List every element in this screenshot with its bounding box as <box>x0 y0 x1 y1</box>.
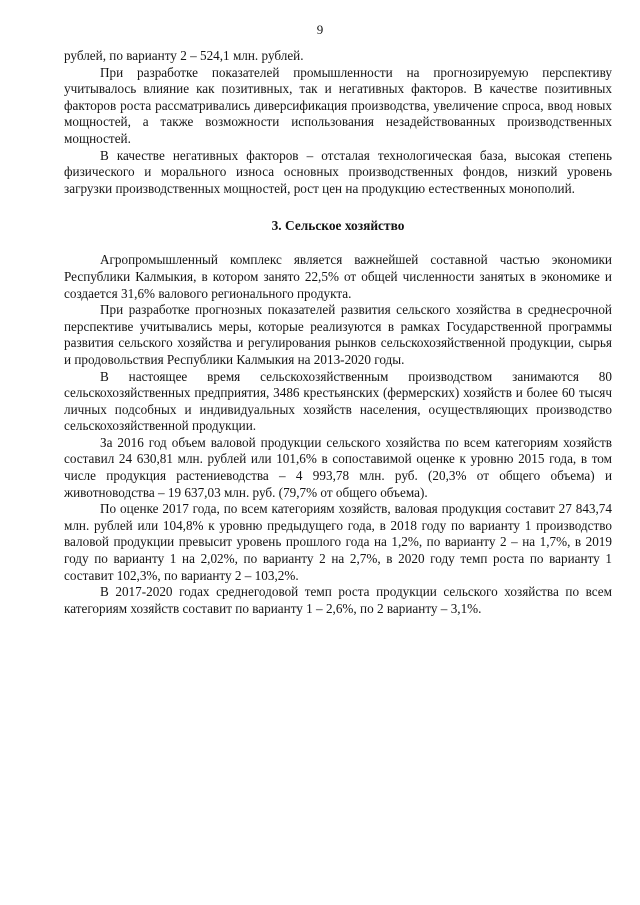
paragraph-industry-factors: При разработке показателей промышленности на прогнозируемую перспективу учитывалось влияние как позитивных, так и негативных факторов. В качестве позитивных факторов роста рассматривались диверсификация производства, увеличение спроса, ввод новых мощностей, а также возможности использования незадействованных производственных мощностей. <box>64 64 612 146</box>
paragraph-forecast-measures: При разработке прогнозных показателей развития сельского хозяйства в среднесрочной перспективе учитывались меры, которые реализуются в рамках Государственной программы развития сельского хозяйства и регулирования рынков сельскохозяйственной продукции, сырья и продовольствия Республики Калмыкия на 2013-2020 годы. <box>64 302 612 367</box>
paragraph-2017-estimate: По оценке 2017 года, по всем категориям хозяйств, валовая продукция составит 27 843,74 млн. рублей или 104,8% к уровню предыдущего года, в 2018 году по варианту 1 производство валовой продукции превысит уровень прошлого года на 1,2%, по варианту 2 – на 1,7%, в 2019 году по варианту 1 на 2,02%, по варианту 2 на 2,7%, в 2020 году темп роста по варианту 1 составит 102,3%, по варианту 2 – 103,2%. <box>64 501 612 583</box>
paragraph-2016-output: За 2016 год объем валовой продукции сельского хозяйства по всем категориям хозяйств составил 24 630,81 млн. рублей или 101,6% в сопоставимой оценке к уровню 2015 года, в том числе продукция растениеводства – 4 993,78 млн. руб. (20,3% от общего объема) и животноводства – 19 637,03 млн. руб. (79,7% от общего объема). <box>64 434 612 500</box>
document-body <box>64 48 612 617</box>
paragraph-agro-complex: Агропромышленный комплекс является важнейшей составной частью экономики Республики Калмыкия, в котором занято 22,5% от общей численности занятых в экономике и создается 31,6% валового регионального продукта. <box>64 252 612 301</box>
section-title-agriculture: 3. Сельское хозяйство <box>271 218 405 234</box>
paragraph-continuation: рублей, по варианту 2 – 524,1 млн. рублей. <box>64 48 304 63</box>
paragraph-negative-factors: В качестве негативных факторов – отсталая технологическая база, высокая степень физического и морального износа основных производственных фондов, низкий уровень загрузки производственных мощностей, рост цен на продукцию естественных монополий. <box>64 147 612 196</box>
page-number: 9 <box>316 22 324 37</box>
paragraph-producers: В настоящее время сельскохозяйственным производством занимаются 80 сельскохозяйственных предприятия, 3486 крестьянских (фермерских) хозяйств и более 60 тысяч личных подсобных и индивидуальных хозяйств населения, осуществляющих производство сельскохозяйственной продукции. <box>64 368 612 434</box>
paragraph-growth-rate: В 2017-2020 годах среднегодовой темп роста продукции сельского хозяйства по всем категориям хозяйств составит по варианту 1 – 2,6%, по 2 варианту – 3,1%. <box>64 584 612 616</box>
